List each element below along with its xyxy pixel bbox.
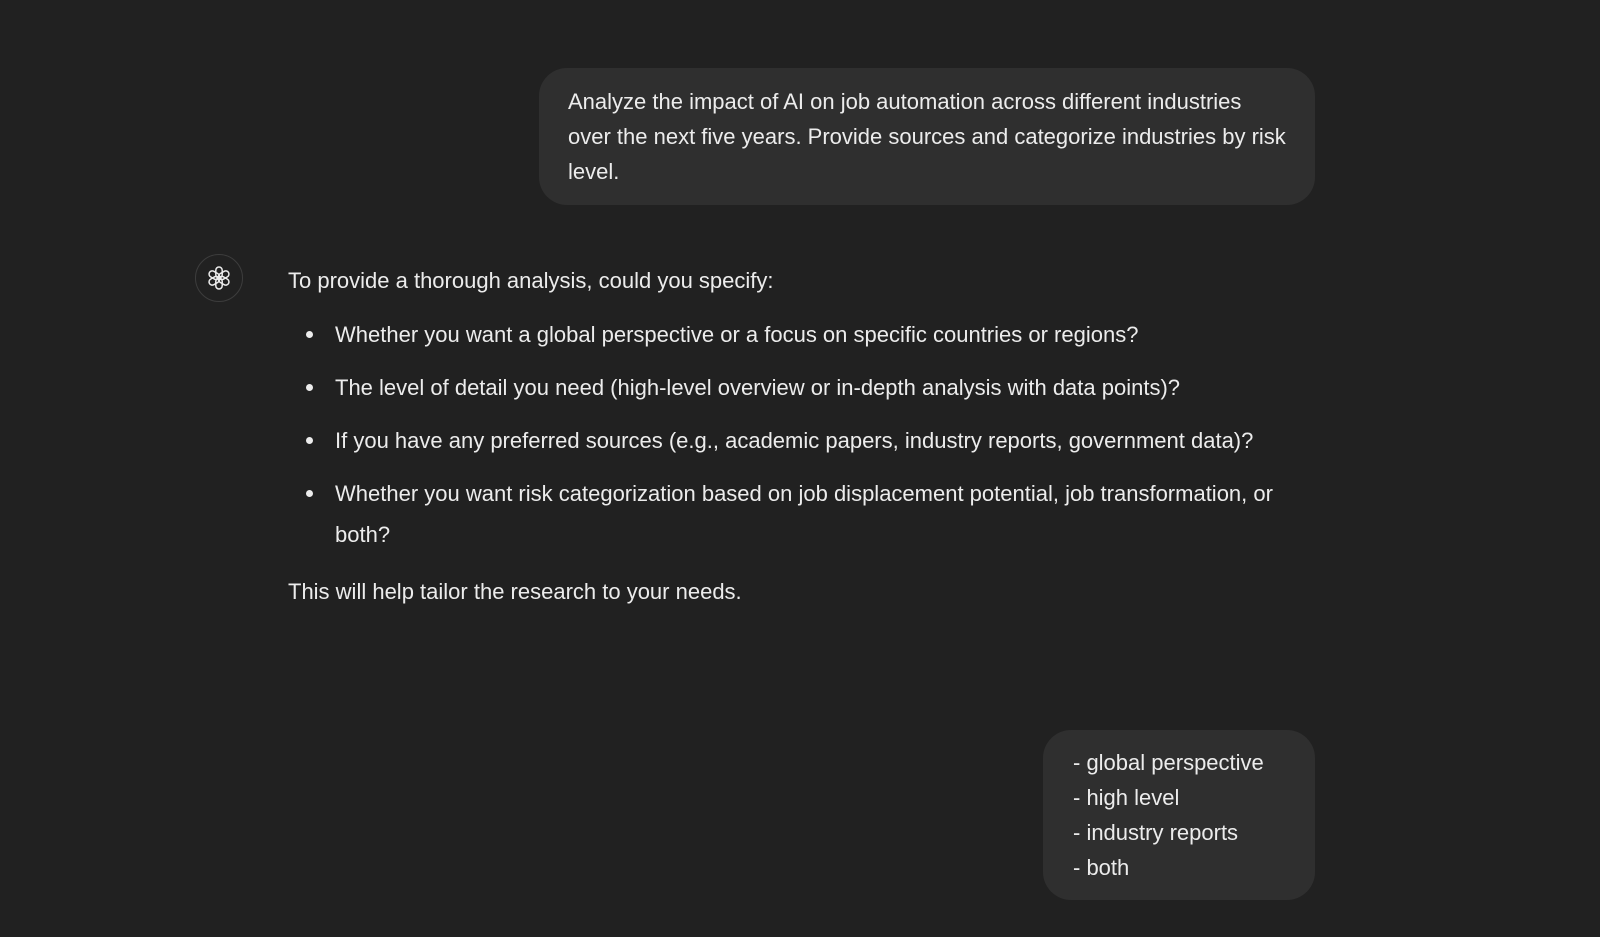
assistant-closing: This will help tailor the research to your needs. [288,579,742,604]
list-item [288,420,1328,461]
assistant-avatar [195,254,243,302]
openai-logo-icon [205,264,233,292]
list-item-text: Whether you want risk categorization based on job displacement potential, job transformation, or both? [335,481,1273,547]
reply-line: - industry reports [1073,820,1239,845]
user-message-text: Analyze the impact of AI on job automation across different industries over the next five years. Provide sources and categorize industries by risk level. [568,89,1286,184]
list-item [288,473,1328,555]
list-item-text: Whether you want a global perspective or a focus on specific countries or regions? [335,322,1139,347]
assistant-message [288,261,1328,612]
reply-line: - both [1073,855,1130,880]
bullet-dot [306,331,313,338]
user-message-bubble [539,68,1315,205]
bullet-dot [306,490,313,497]
assistant-intro: To provide a thorough analysis, could you specify: [288,268,774,293]
question-list [288,314,1328,555]
bullet-dot [306,384,313,391]
bullet-dot [306,437,313,444]
list-item-text: The level of detail you need (high-level overview or in-depth analysis with data points)? [335,375,1181,400]
list-item-text: If you have any preferred sources (e.g., academic papers, industry reports, government data)? [335,428,1254,453]
user-reply-bubble [1043,730,1315,900]
list-item [288,367,1328,408]
reply-line: - global perspective [1073,750,1264,775]
list-item [288,314,1328,355]
reply-line: - high level [1073,785,1180,810]
